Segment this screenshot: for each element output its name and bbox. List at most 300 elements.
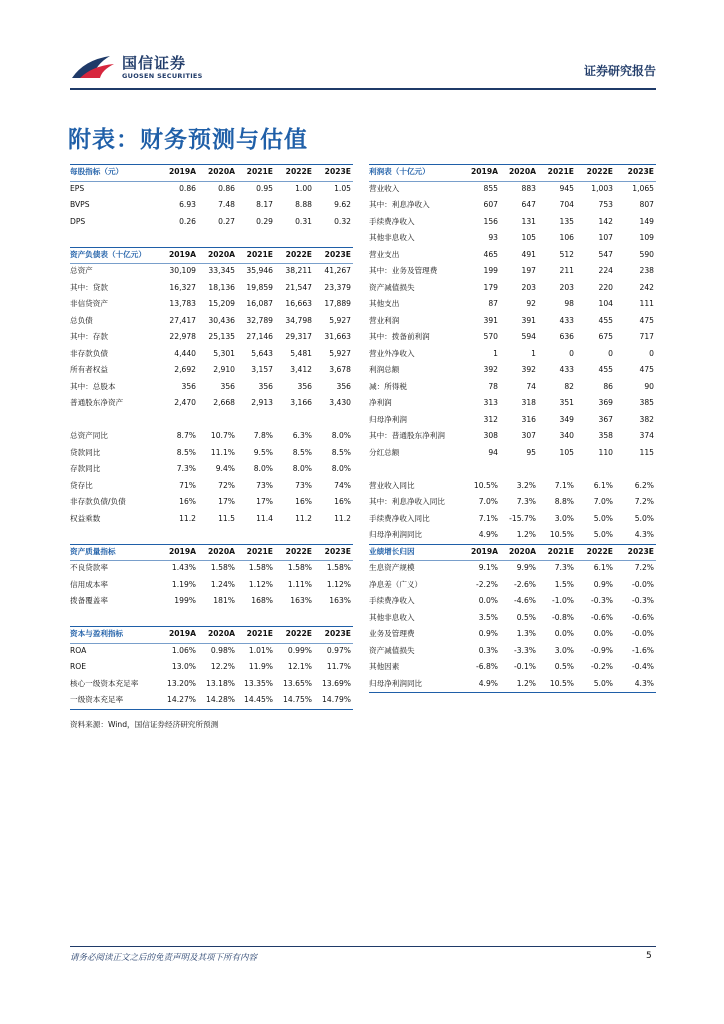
table-cell: 3.0% bbox=[554, 513, 574, 523]
year-header: 2020A bbox=[207, 249, 235, 259]
table-cell: 22,978 bbox=[169, 332, 196, 341]
table-header-row bbox=[369, 164, 656, 181]
table-cell: 2,668 bbox=[213, 398, 235, 407]
table-cell: 590 bbox=[639, 249, 654, 259]
row-label: 业务及管理费 bbox=[369, 629, 415, 638]
table-cell: 87 bbox=[488, 299, 498, 308]
table-cell: 11.2 bbox=[295, 513, 312, 523]
table-cell: 8.0% bbox=[292, 464, 312, 473]
table-row bbox=[70, 329, 353, 346]
row-label: 所有者权益 bbox=[70, 365, 108, 374]
table-cell: 392 bbox=[483, 365, 498, 374]
row-label: 贷存比 bbox=[70, 480, 93, 490]
table-cell: 313 bbox=[483, 398, 498, 407]
table-cell: 41,267 bbox=[324, 266, 351, 275]
table-row bbox=[70, 428, 353, 445]
table-cell: 636 bbox=[559, 332, 574, 341]
table-cell: 12.1% bbox=[287, 662, 312, 671]
table-cell: 5,927 bbox=[329, 348, 351, 358]
row-label: BVPS bbox=[70, 200, 90, 209]
table-cell: 3.5% bbox=[478, 612, 498, 622]
year-header: 2022E bbox=[285, 629, 312, 638]
year-header: 2023E bbox=[324, 629, 351, 638]
table-cell: 11.1% bbox=[210, 447, 235, 457]
table-row bbox=[70, 511, 353, 528]
table-cell: 4,440 bbox=[174, 348, 196, 358]
year-header: 2019A bbox=[470, 546, 498, 556]
table-cell: 33,345 bbox=[208, 266, 235, 275]
page-title: 附表：财务预测与估值 bbox=[68, 127, 308, 153]
table-row bbox=[70, 395, 353, 412]
table-cell: 356 bbox=[258, 381, 273, 391]
table-cell: 131 bbox=[521, 216, 536, 226]
table-cell: 0.86 bbox=[179, 183, 196, 193]
table-cell: -0.2% bbox=[590, 662, 613, 671]
table-cell: 220 bbox=[598, 282, 613, 292]
table-cell: -4.6% bbox=[513, 596, 536, 605]
report-type: 证券研究报告 bbox=[583, 64, 656, 78]
table-cell: 95 bbox=[526, 447, 536, 457]
table-cell: 163% bbox=[329, 596, 351, 605]
table-row bbox=[70, 593, 353, 610]
table-cell: 8.0% bbox=[253, 464, 273, 473]
table-cell: 1.00 bbox=[295, 183, 312, 193]
table-cell: 607 bbox=[483, 200, 498, 209]
table-cell: 0 bbox=[649, 348, 654, 358]
table-cell: 72% bbox=[218, 480, 235, 490]
table-cell: 7.2% bbox=[634, 563, 654, 572]
row-label: 利润总额 bbox=[369, 365, 400, 374]
table-cell: 13.18% bbox=[206, 678, 235, 688]
table-rule bbox=[70, 247, 353, 248]
table-cell: 1.11% bbox=[287, 579, 312, 589]
year-header: 2020A bbox=[207, 629, 235, 638]
table-cell: 25,135 bbox=[208, 332, 235, 341]
header-divider bbox=[70, 88, 656, 90]
table-cell: -2.6% bbox=[513, 579, 536, 589]
table-row bbox=[369, 313, 656, 330]
table-cell: 86 bbox=[603, 381, 613, 391]
section-title: 资产负债表（十亿元） bbox=[70, 249, 146, 259]
table-row bbox=[70, 494, 353, 511]
table-cell: 0.0% bbox=[554, 629, 574, 638]
table-cell: 9.5% bbox=[253, 447, 273, 457]
year-header: 2021E bbox=[246, 249, 273, 259]
table-cell: 5,301 bbox=[213, 348, 235, 358]
table-cell: 181% bbox=[213, 596, 235, 605]
table-cell: 135 bbox=[559, 216, 574, 226]
table-cell: 570 bbox=[483, 332, 498, 341]
table-row bbox=[70, 412, 353, 429]
table-cell: 19,859 bbox=[246, 282, 273, 292]
table-cell: 156 bbox=[483, 216, 498, 226]
table-cell: 179 bbox=[483, 282, 498, 292]
row-label: 手续费净收入 bbox=[369, 596, 415, 605]
table-cell: -0.4% bbox=[631, 662, 654, 671]
table-cell: 4.3% bbox=[634, 530, 654, 539]
table-row bbox=[70, 280, 353, 297]
row-label: 其他支出 bbox=[369, 299, 400, 308]
table-row bbox=[70, 181, 353, 198]
table-row bbox=[369, 428, 656, 445]
table-cell: 0.98% bbox=[210, 645, 235, 655]
table-cell: 105 bbox=[521, 233, 536, 242]
table-cell: 31,663 bbox=[324, 332, 351, 341]
table-cell: 455 bbox=[598, 315, 613, 325]
table-cell: 0 bbox=[608, 348, 613, 358]
table-cell: 71% bbox=[179, 480, 196, 490]
table-cell: 1,003 bbox=[591, 183, 613, 193]
table-cell: 1.58% bbox=[248, 563, 273, 572]
section-title: 资产质量指标 bbox=[70, 546, 116, 556]
table-rule bbox=[369, 164, 656, 165]
table-cell: 512 bbox=[559, 249, 574, 259]
table-row bbox=[369, 263, 656, 280]
table-cell: 13.35% bbox=[244, 678, 273, 688]
row-label: 总资产 bbox=[70, 266, 93, 275]
disclaimer-footer: 请务必阅读正文之后的免责声明及其项下所有内容 bbox=[70, 953, 258, 963]
table-cell: 5,927 bbox=[329, 315, 351, 325]
table-row bbox=[70, 362, 353, 379]
table-row bbox=[70, 643, 353, 660]
table-cell: 4.9% bbox=[478, 530, 498, 539]
row-label: 其中：拨备前利润 bbox=[369, 332, 430, 341]
table-cell: 110 bbox=[598, 447, 613, 457]
table-cell: 316 bbox=[521, 414, 536, 424]
year-header: 2022E bbox=[586, 167, 613, 176]
row-label: 非存款负债 bbox=[70, 348, 108, 358]
table-cell: -0.8% bbox=[551, 612, 574, 622]
table-cell: 78 bbox=[488, 381, 498, 391]
table-cell: 32,789 bbox=[246, 315, 273, 325]
table-cell: 13.0% bbox=[171, 662, 196, 671]
table-cell: 11.2 bbox=[334, 513, 351, 523]
table-cell: -1.6% bbox=[631, 645, 654, 655]
table-cell: -0.6% bbox=[631, 612, 654, 622]
guosen-logo-icon bbox=[70, 52, 116, 82]
row-label: 生息资产规模 bbox=[369, 563, 415, 572]
table-row bbox=[369, 577, 656, 594]
row-label: 资产减值损失 bbox=[369, 645, 415, 655]
table-cell: 374 bbox=[639, 431, 654, 440]
table-cell: 82 bbox=[564, 381, 574, 391]
table-cell: -1.0% bbox=[551, 596, 574, 605]
table-cell: 10.5% bbox=[473, 480, 498, 490]
row-label: 非存款负债/负债 bbox=[70, 497, 126, 506]
table-cell: -0.3% bbox=[590, 596, 613, 605]
table-cell: 14.27% bbox=[167, 695, 196, 704]
row-label: 其中：存款 bbox=[70, 332, 108, 341]
table-row bbox=[70, 313, 353, 330]
row-label: 不良贷款率 bbox=[70, 563, 108, 572]
table-cell: 0.5% bbox=[554, 662, 574, 671]
table-cell: 74 bbox=[526, 381, 536, 391]
table-row bbox=[70, 214, 353, 231]
table-cell: 704 bbox=[559, 200, 574, 209]
table-cell: 109 bbox=[639, 233, 654, 242]
table-cell: 14.45% bbox=[244, 695, 273, 704]
table-cell: 30,436 bbox=[208, 315, 235, 325]
year-header: 2021E bbox=[246, 629, 273, 638]
year-header: 2019A bbox=[168, 167, 196, 176]
table-cell: 94 bbox=[488, 447, 498, 457]
table-cell: 11.2 bbox=[179, 513, 196, 523]
table-row bbox=[369, 560, 656, 577]
logo-english: GUOSEN SECURITIES bbox=[122, 72, 203, 80]
table-cell: 547 bbox=[598, 249, 613, 259]
table-row bbox=[70, 610, 353, 627]
table-cell: 12.2% bbox=[210, 662, 235, 671]
table-cell: 27,146 bbox=[246, 332, 273, 341]
table-cell: 356 bbox=[220, 381, 235, 391]
table-cell: 142 bbox=[598, 216, 613, 226]
table-row bbox=[70, 676, 353, 693]
table-row bbox=[369, 329, 656, 346]
section-title: 每股指标（元） bbox=[70, 167, 124, 176]
footer-divider bbox=[70, 946, 656, 947]
table-cell: 465 bbox=[483, 249, 498, 259]
table-cell: 382 bbox=[639, 414, 654, 424]
table-cell: 7.3% bbox=[176, 464, 196, 473]
table-row bbox=[70, 346, 353, 363]
table-cell: 10.5% bbox=[549, 678, 574, 688]
table-cell: 199 bbox=[483, 266, 498, 275]
table-cell: 8.7% bbox=[176, 431, 196, 440]
table-cell: 15,209 bbox=[208, 299, 235, 308]
row-label: 归母净利润同比 bbox=[369, 678, 423, 688]
table-cell: 92 bbox=[526, 299, 536, 308]
page-number: 5 bbox=[646, 951, 652, 961]
table-cell: 16,087 bbox=[246, 299, 273, 308]
table-cell: 13.69% bbox=[322, 678, 351, 688]
table-cell: 1.2% bbox=[516, 530, 536, 539]
table-row bbox=[369, 659, 656, 676]
row-label: 其中：总股本 bbox=[70, 381, 116, 391]
year-header: 2019A bbox=[168, 629, 196, 638]
row-label: 资产减值损失 bbox=[369, 282, 415, 292]
table-bottom-rule bbox=[70, 709, 353, 710]
table-cell: 8.5% bbox=[331, 447, 351, 457]
table-cell: 30,109 bbox=[169, 266, 196, 275]
table-cell: 8.17 bbox=[256, 200, 273, 209]
table-cell: 367 bbox=[598, 414, 613, 424]
table-cell: 14.75% bbox=[283, 695, 312, 704]
table-cell: 391 bbox=[483, 315, 498, 325]
row-label: 其中：普通股东净利润 bbox=[369, 431, 445, 440]
table-cell: 7.3% bbox=[554, 563, 574, 572]
table-row bbox=[70, 659, 353, 676]
row-label: 其他非息收入 bbox=[369, 233, 415, 242]
row-label: 手续费净收入同比 bbox=[369, 513, 430, 523]
table-cell: 115 bbox=[639, 447, 654, 457]
year-header: 2019A bbox=[168, 546, 196, 556]
table-cell: 0.9% bbox=[593, 579, 613, 589]
table-cell: 90 bbox=[644, 381, 654, 391]
table-cell: 7.2% bbox=[634, 497, 654, 506]
table-cell: 883 bbox=[521, 183, 536, 193]
table-cell: 203 bbox=[521, 282, 536, 292]
year-header: 2021E bbox=[547, 167, 574, 176]
table-cell: 3,430 bbox=[329, 398, 351, 407]
table-cell: 0.32 bbox=[334, 216, 351, 226]
table-cell: 1.01% bbox=[248, 645, 273, 655]
table-cell: 5.0% bbox=[593, 513, 613, 523]
row-label: 总资产同比 bbox=[70, 431, 108, 440]
section-title: 利润表（十亿元） bbox=[369, 167, 430, 176]
table-cell: 1.06% bbox=[171, 645, 196, 655]
company-logo bbox=[70, 50, 220, 86]
year-header: 2023E bbox=[627, 167, 654, 176]
table-cell: 3,166 bbox=[290, 398, 312, 407]
row-label: 净息差（广义） bbox=[369, 579, 423, 589]
table-cell: 491 bbox=[521, 249, 536, 259]
table-row bbox=[70, 263, 353, 280]
table-row bbox=[369, 445, 656, 462]
table-cell: 13.65% bbox=[283, 678, 312, 688]
table-row bbox=[70, 445, 353, 462]
table-cell: 238 bbox=[639, 266, 654, 275]
row-label: 减：所得税 bbox=[369, 381, 407, 391]
table-cell: 753 bbox=[598, 200, 613, 209]
table-rule bbox=[369, 544, 656, 545]
year-header: 2023E bbox=[324, 546, 351, 556]
table-cell: 312 bbox=[483, 414, 498, 424]
table-cell: 391 bbox=[521, 315, 536, 325]
table-cell: 106 bbox=[559, 233, 574, 242]
table-cell: 0.26 bbox=[179, 216, 196, 226]
table-cell: 1.3% bbox=[516, 629, 536, 638]
table-cell: 0.5% bbox=[516, 612, 536, 622]
table-cell: 203 bbox=[559, 282, 574, 292]
row-label: ROA bbox=[70, 645, 87, 655]
row-label: 贷款同比 bbox=[70, 447, 101, 457]
table-cell: 38,211 bbox=[285, 266, 312, 275]
row-label: 营业外净收入 bbox=[369, 348, 415, 358]
table-cell: 98 bbox=[564, 299, 574, 308]
table-cell: 340 bbox=[559, 431, 574, 440]
table-cell: 16,327 bbox=[169, 282, 196, 292]
table-cell: -0.3% bbox=[631, 596, 654, 605]
table-row bbox=[369, 511, 656, 528]
year-header: 2020A bbox=[207, 167, 235, 176]
row-label: 一级资本充足率 bbox=[70, 695, 124, 704]
table-row bbox=[70, 379, 353, 396]
table-cell: 5.0% bbox=[634, 513, 654, 523]
row-label: 归母净利润 bbox=[369, 414, 407, 424]
table-cell: 308 bbox=[483, 431, 498, 440]
table-row bbox=[70, 296, 353, 313]
table-cell: 807 bbox=[639, 200, 654, 209]
table-cell: 1.12% bbox=[248, 579, 273, 589]
table-cell: 0.86 bbox=[218, 183, 235, 193]
table-cell: 8.5% bbox=[176, 447, 196, 457]
table-cell: 11.9% bbox=[248, 662, 273, 671]
table-cell: 149 bbox=[639, 216, 654, 226]
table-cell: 2,913 bbox=[251, 398, 273, 407]
table-cell: 351 bbox=[559, 398, 574, 407]
table-cell: 73% bbox=[256, 480, 273, 490]
table-cell: 3,412 bbox=[290, 365, 312, 374]
table-cell: 1 bbox=[493, 348, 498, 358]
table-cell: 1,065 bbox=[632, 183, 654, 193]
table-row bbox=[369, 626, 656, 643]
table-cell: 6.1% bbox=[593, 480, 613, 490]
year-header: 2022E bbox=[285, 249, 312, 259]
table-header-row bbox=[70, 247, 353, 264]
table-cell: 16% bbox=[334, 497, 351, 506]
table-row bbox=[369, 676, 656, 693]
table-cell: 0 bbox=[569, 348, 574, 358]
table-cell: 16% bbox=[295, 497, 312, 506]
table-row bbox=[70, 478, 353, 495]
table-cell: -0.1% bbox=[513, 662, 536, 671]
year-header: 2020A bbox=[508, 167, 536, 176]
table-row bbox=[70, 197, 353, 214]
section-title: 业绩增长归因 bbox=[369, 546, 415, 556]
table-cell: 11.7% bbox=[326, 662, 351, 671]
table-cell: 318 bbox=[521, 398, 536, 407]
table-cell: 1.12% bbox=[326, 579, 351, 589]
table-cell: 1.24% bbox=[210, 579, 235, 589]
table-cell: 7.48 bbox=[218, 200, 235, 209]
table-cell: 3.0% bbox=[554, 645, 574, 655]
table-cell: 2,470 bbox=[174, 398, 196, 407]
row-label: 手续费净收入 bbox=[369, 216, 415, 226]
row-label: 其中：业务及管理费 bbox=[369, 266, 438, 275]
year-header: 2020A bbox=[508, 546, 536, 556]
data-source: 资料来源：Wind，国信证券经济研究所预测 bbox=[70, 720, 219, 729]
table-cell: 11.5 bbox=[218, 513, 235, 523]
table-cell: 93 bbox=[488, 233, 498, 242]
table-row bbox=[369, 346, 656, 363]
table-cell: 242 bbox=[639, 282, 654, 292]
table-cell: 17% bbox=[218, 497, 235, 506]
year-header: 2023E bbox=[324, 249, 351, 259]
table-cell: 0.97% bbox=[326, 645, 351, 655]
table-row bbox=[70, 560, 353, 577]
table-cell: 27,417 bbox=[169, 315, 196, 325]
table-cell: 14.79% bbox=[322, 695, 351, 704]
table-cell: 647 bbox=[521, 200, 536, 209]
year-header: 2019A bbox=[470, 167, 498, 176]
table-cell: 5,643 bbox=[251, 348, 273, 358]
table-cell: 13,783 bbox=[169, 299, 196, 308]
table-cell: 0.99% bbox=[287, 645, 312, 655]
table-bottom-rule bbox=[369, 692, 656, 693]
table-cell: 8.0% bbox=[331, 464, 351, 473]
table-cell: 356 bbox=[297, 381, 312, 391]
table-cell: 6.2% bbox=[634, 480, 654, 490]
year-header: 2023E bbox=[627, 546, 654, 556]
table-row bbox=[369, 412, 656, 429]
table-cell: -6.8% bbox=[475, 662, 498, 671]
table-cell: 475 bbox=[639, 315, 654, 325]
table-cell: 73% bbox=[295, 480, 312, 490]
table-cell: 7.0% bbox=[593, 497, 613, 506]
table-cell: 5,481 bbox=[290, 348, 312, 358]
table-cell: 307 bbox=[521, 431, 536, 440]
table-cell: 8.5% bbox=[292, 447, 312, 457]
table-cell: 3,678 bbox=[329, 365, 351, 374]
table-cell: 675 bbox=[598, 332, 613, 341]
table-cell: 594 bbox=[521, 332, 536, 341]
year-header: 2021E bbox=[547, 546, 574, 556]
table-cell: 0.29 bbox=[256, 216, 273, 226]
table-row bbox=[369, 214, 656, 231]
table-row bbox=[70, 527, 353, 544]
row-label: 信用成本率 bbox=[70, 579, 108, 589]
row-label: 其中：利息净收入 bbox=[369, 200, 430, 209]
